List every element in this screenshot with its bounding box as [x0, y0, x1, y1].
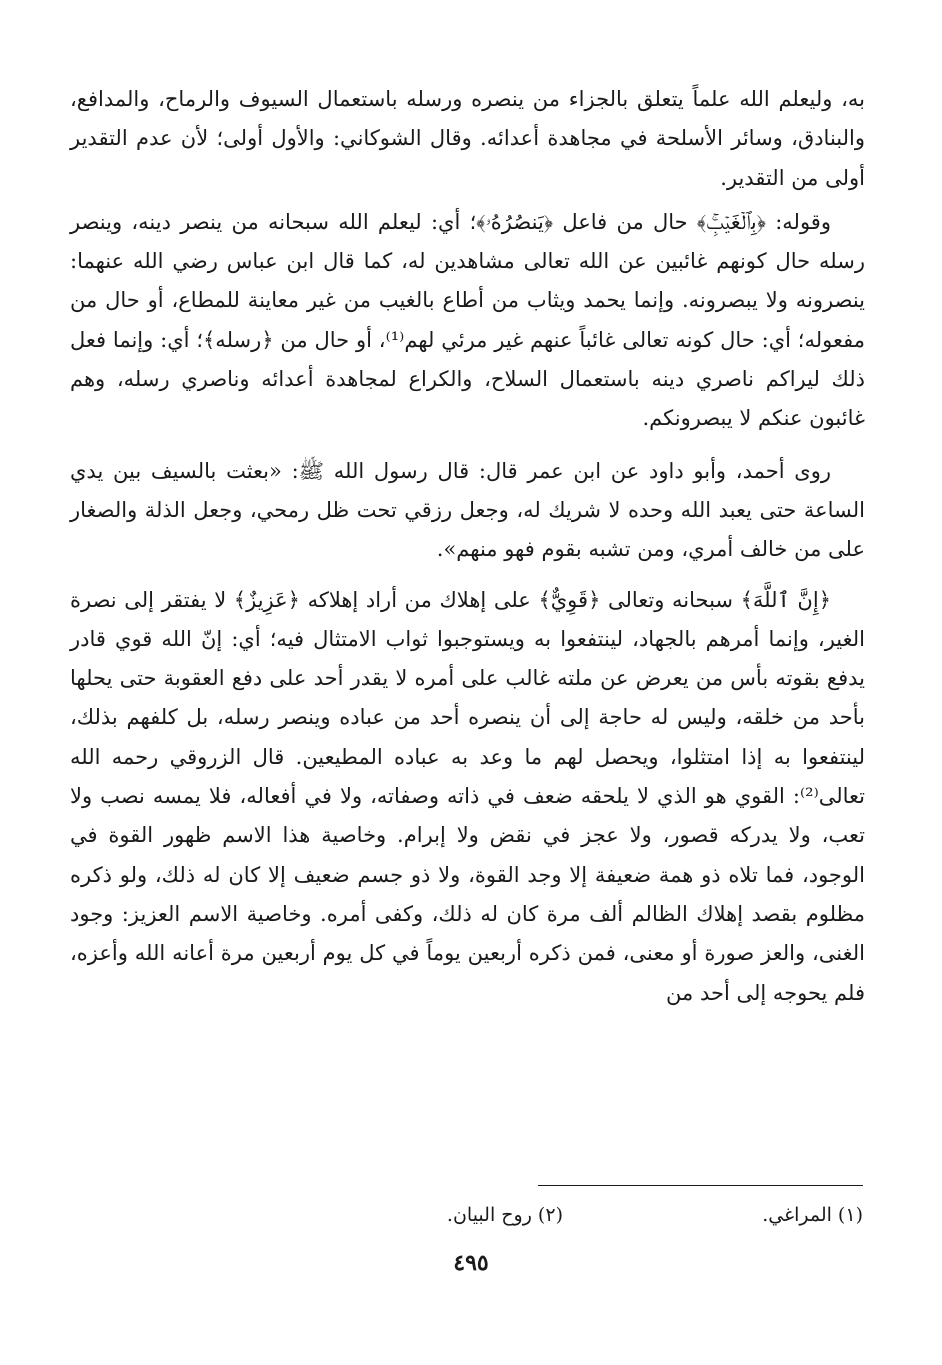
footnote-divider	[538, 1185, 863, 1186]
page-number: ٤٩٥	[453, 1250, 489, 1276]
paragraph-tafsir: وقوله: ﴿بِٱلۡغَيۡبِۚ﴾ حال من فاعل ﴿يَنصُرُهُۥ﴾؛ أي: ليعلم الله سبحانه من ينصر دينه، وينصر رسله حال كونهم غائبين عن الله تعالى مشاهدين له، كما قال ابن عباس رضي الله عنهما: ينصرونه ولا يبصرونه. وإنما يحمد ويثاب من أطاع بالغيب من غير معاينة للمطاع، أو حال من مفعوله؛ أي: حال كونه تعالى غائباً عنهم غير مرئي لهم⁽¹⁾، أو حال من ﴿رسله﴾؛ أي: وإنما فعل ذلك ليراكم ناصري دينه باستعمال السلاح، والكراع لمجاهدة أعدائه وناصري رسله، وهم غائبون عنكم لا يبصرونكم.	[70, 209, 865, 431]
paragraph-hadith: روى أحمد، وأبو داود عن ابن عمر قال: قال رسول الله ﷺ: «بعثت بالسيف بين يدي الساعة حتى يعبد الله وحده لا شريك له، وجعل رزقي تحت ظل رمحي، وجعل الذلة والصغار على من خالف أمري، ومن تشبه بقوم فهو منهم».	[70, 458, 865, 562]
page-body	[70, 80, 865, 1013]
footnote-1: (١) المراغي.	[762, 1204, 863, 1226]
footnotes	[300, 1200, 863, 1230]
paragraph-continuation: به، وليعلم الله علماً يتعلق بالجزاء من ينصره ورسله باستعمال السيوف والرماح، والمدافع، والبنادق، وسائر الأسلحة في مجاهدة أعدائه. وقال الشوكاني: والأول أولى؛ لأن عدم التقدير أولى من التقدير.	[70, 87, 865, 190]
paragraph-names-commentary: ﴿إِنَّ ٱللَّهَ﴾ سبحانه وتعالى ﴿قَوِيٌّ﴾ على إهلاك من أراد إهلاكه ﴿عَزِيزٌ﴾ لا يفتقر إلى نصرة الغير، وإنما أمرهم بالجهاد، لينتفعوا به ويستوجبوا ثواب الامتثال فيه؛ أي: إنّ الله قوي قادر يدفع بقوته بأس من يعرض عن ملته غالب على أمره لا يقدر أحد على دفع العقوبة حتى يحلها بأحد من خلقه، وليس له حاجة إلى أن ينصره أحد من عباده وينصر رسله، بل كلفهم بذلك، لينتفعوا به إذا امتثلوا، ويحصل لهم ما وعد به عباده المطيعين. قال الزروقي رحمه الله تعالى⁽²⁾: القوي هو الذي لا يلحقه ضعف في ذاته وصفاته، ولا في أفعاله، فلا يمسه نصب ولا تعب، ولا يدركه قصور، ولا عجز في نقض ولا إبرام. وخاصية هذا الاسم ظهور القوة في الوجود، فما تلاه ذو همة ضعيفة إلا وجد القوة، ولا ذو جسم ضعيف إلا كان له ذلك، ولو ذكره مظلوم بقصد إهلاك الظالم ألف مرة كان له ذلك، وكفى أمره. وخاصية الاسم العزيز: وجود الغنى، والعز صورة أو معنى، فمن ذكره أربعين يوماً في كل يوم أربعين مرة أعانه الله وأعزه، فلم يحوجه إلى أحد من	[70, 587, 865, 1005]
footnote-2: (٢) روح البيان.	[446, 1204, 563, 1226]
